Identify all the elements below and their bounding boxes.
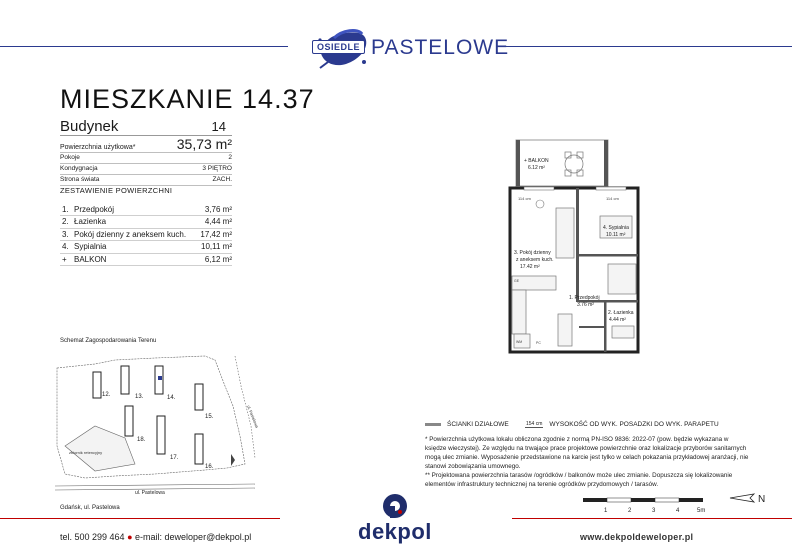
pc-mark: PC [536,341,541,345]
list-item [60,204,232,216]
toilet-icon [612,326,634,338]
room-number: 1. [62,205,69,214]
legend-height [525,421,719,428]
orientation-row [60,175,232,186]
building-label-16: 16. [205,464,214,470]
balcony-label: + BALKON [524,158,549,164]
brand-logo [300,24,510,70]
sill-height-2: 114 cm [606,196,619,201]
header-rule-right [502,46,792,47]
scale-label-1: 1 [604,508,608,514]
area-label: Powierzchnia użytkowa* [60,144,136,151]
brand-badge: OSIEDLE [312,40,365,54]
floor-label: Kondygnacja [60,165,98,172]
room-area-living: 17.42 m² [520,264,540,270]
location-caption: Gdańsk, ul. Pastelowa [60,505,120,511]
room-number: 3. [62,229,69,239]
apartment-info [60,118,232,186]
list-item [60,216,232,228]
header-rule-left [0,46,288,47]
scale-label-4: 4 [676,508,680,514]
rooms-row [60,153,232,164]
scale-label-3: 3 [652,508,656,514]
building-label-17: 17. [170,455,179,461]
building-label: Budynek [60,118,119,135]
footnote-area: * Powierzchnia użytkowa lokalu obliczona zgodnie z normą PN-ISO 9836: 2022-07 (pow. będzie wykazana w księdze wieczystej). Ze względu na trwające prace projektowe powierzchnie oraz lokalizacje przyborów sanitarnych mogą ulec zmianie. Wyposażenie przedstawione na karcie jest tylko w celach pokazania przykładowej aranżacji, nie stanowi zobowiązania umownego. [425,436,749,470]
kitchen-unit [512,290,526,334]
company-name: dekpol [358,519,432,544]
footer-rule-left [0,518,280,519]
building-label-12: 12. [102,392,111,398]
footnote-balcony: ** Projektowana powierzchnia tarasów /ogródków / balkonów może ulec zmianie. Dopuszcza się lokalizowanie elementów infrastruktury technicznej na terenie ogródków przydomowych / tarasów. [425,471,733,488]
room-name: Przedpokój [74,205,115,214]
room-label-hall: 1. Przedpokój [569,295,600,301]
room-list [60,204,232,266]
room-number: 2. [62,217,69,227]
sill-height-1: 114 cm [518,196,531,201]
compass-label: N [758,494,766,505]
orientation-value: ZACH. [212,176,232,183]
wall-swatch [425,423,441,426]
scale-label-2: 2 [628,508,632,514]
area-value: 35,73 m² [176,136,232,152]
summary-title: ZESTAWIENIE POWIERZCHNI [60,186,173,195]
page-title: MIESZKANIE 14.37 [60,84,315,114]
list-item [60,241,232,253]
legend-walls-label: ŚCIANKI DZIAŁOWE [447,421,509,428]
room-number: + [62,254,67,264]
area-row [60,136,232,153]
north-arrow-icon [231,454,235,466]
site-plan-title: Schemat Zagospodarowania Terenu [60,338,157,344]
footer-rule-right [512,518,792,519]
compass-icon [728,490,770,506]
list-item [60,254,232,266]
ge-mark: GE [514,279,520,283]
room-label-bath: 2. Łazienka [608,310,634,316]
wm-mark: WM [516,340,523,344]
room-label-bedroom: 4. Sypialnia [603,225,629,231]
room-area: 6,12 m² [204,254,232,264]
separator-dot: ● [127,532,133,542]
room-label-living: 3. Pokój dzienny [514,250,551,256]
building-value: 14 [211,119,226,134]
legend-walls [425,421,509,428]
hall-cabinet [558,314,572,346]
site-plan-map [55,346,265,496]
rooms-label: Pokoje [60,154,80,161]
room-label-living-2: z aneksem kuch. [516,257,554,263]
rooms-value: 2 [228,154,232,161]
building-label-13: 13. [135,394,144,400]
wardrobe-icon [608,264,636,294]
building-label-14: 14. [167,395,176,401]
floor-row [60,164,232,175]
building-row [60,118,232,136]
balcony-area: 6.12 m² [528,165,545,171]
room-number: 4. [62,242,69,252]
orientation-label: Strona świata [60,176,100,183]
room-name: Sypialnia [74,242,107,252]
website-link[interactable]: www.dekpoldeweloper.pl [580,532,694,542]
room-name: BALKON [74,254,107,264]
building-label-18: 18. [137,437,146,443]
scale-bar [583,496,713,516]
scale-label-5: 5m [697,508,706,514]
brand-name: PASTELOWE [371,36,510,59]
floor-value: 3 PIĘTRO [202,165,232,172]
email-link[interactable]: e-mail: deweloper@dekpol.pl [135,532,252,542]
room-area: 10,11 m² [201,242,232,252]
room-area-bath: 4.44 m² [609,317,626,323]
reservoir-label: zbiornik retencyjny [69,450,103,455]
floor-plan [500,136,650,356]
room-area-hall: 3.76 m² [577,302,594,308]
footnotes [425,436,750,489]
phone-link[interactable]: tel. 500 299 464 [60,532,125,542]
sofa-icon [556,208,574,258]
room-name: Łazienka [74,217,107,227]
building-label-15: 15. [205,414,214,420]
list-item [60,229,232,241]
street-label-vertical: ul. Pastelowa [246,404,260,429]
room-area: 4,44 m² [204,217,232,227]
room-area: 3,76 m² [204,205,232,214]
legend-height-text: WYSOKOŚĆ OD WYK. POSADZKI DO WYK. PARAPETU [549,421,719,428]
street-label: ul. Pastelowa [135,490,165,496]
room-area: 17,42 m² [200,229,232,239]
contact-info [60,532,251,542]
room-name: Pokój dzienny z aneksem kuch. [74,229,187,239]
room-area-bedroom: 10.11 m² [606,232,626,238]
legend-height-mark: 154 cm [526,421,543,427]
